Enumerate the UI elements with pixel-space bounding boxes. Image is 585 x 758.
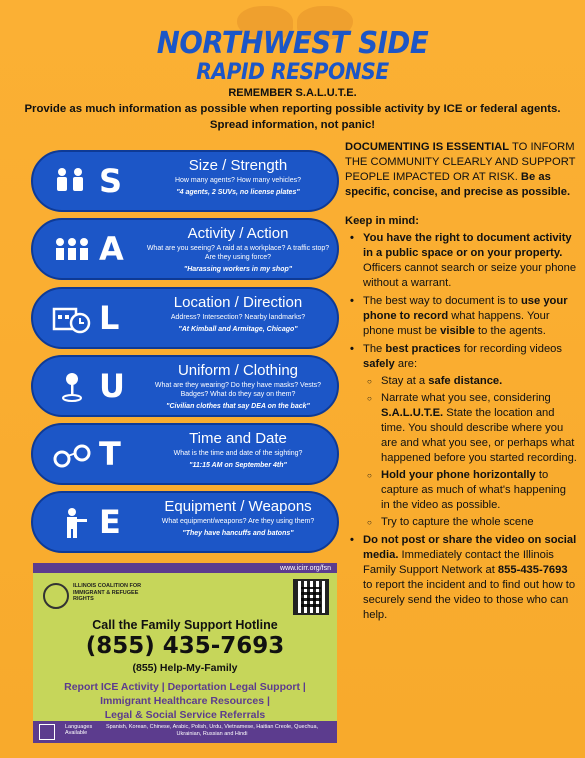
sub-list-item: ○ Stay at a safe distance.	[363, 374, 577, 389]
sub-list-item: ○ Hold your phone horizontally to capture as much of what's happening in the video as possible.	[363, 468, 577, 513]
qr-code-icon[interactable]	[293, 579, 329, 615]
salute-item-a	[31, 218, 339, 280]
handcuffs-icon	[51, 438, 93, 472]
salute-question: How many agents? How many vehicles?	[174, 177, 302, 184]
sub-list-item: ○ Narrate what you see, considering S.A.L.U.T.E. State the location and time. You should describe where you are and what you see, or perhaps what happened before you started recording.	[363, 391, 577, 466]
salute-example: "They have hancuffs and batons"	[182, 530, 294, 537]
salute-heading: Activity / Action	[187, 225, 289, 242]
salute-question: Address? Intersection? Nearby landmarks?	[170, 314, 306, 321]
languages-list: Spanish, Korean, Chinese, Arabic, Polish, Urdu, Vietnamese, Haitian Creole, Quechua, Ukrainian, Russian and Hindi	[105, 724, 319, 737]
salute-item-l	[31, 287, 339, 349]
instructions-column	[345, 140, 577, 626]
salute-heading: Size / Strength	[188, 157, 288, 174]
salute-question: What are they wearing? Do they have masks? Vests? Badges? What do they say on them?	[154, 382, 322, 398]
salute-item-t	[31, 423, 339, 485]
people-icon	[51, 165, 93, 199]
salute-example: "11:15 AM on September 4th"	[189, 462, 287, 469]
remember-heading: REMEMBER S.A.L.U.T.E.	[228, 87, 357, 99]
salute-heading: Location / Direction	[173, 294, 303, 311]
documenting-paragraph: DOCUMENTING IS ESSENTIAL TO INFORM THE COMMUNITY CLEARLY AND SUPPORT PEOPLE IMPACTED OR AT RISK. Be as specific, concise, and precise as possible.	[345, 141, 576, 198]
compass-logo-icon	[43, 583, 69, 609]
salute-heading: Equipment / Weapons	[164, 498, 312, 515]
salute-item-u	[31, 355, 339, 417]
list-item: • You have the right to document activity in a public space or on your property. Officers cannot search or seize your phone without a warrant.	[345, 231, 577, 291]
salute-example: "At Kimball and Armitage, Chicago"	[178, 326, 298, 333]
hotline-phone[interactable]: (855) 435-7693	[85, 633, 285, 659]
salute-letter: U	[99, 367, 125, 405]
card-url[interactable]: www.icirr.org/fsn	[280, 565, 331, 572]
languages-label: Languages Available	[65, 724, 93, 736]
list-item: • The best practices for recording videos safely are: ○ Stay at a safe distance. ○ Narrate what you see, considering S.A.L.U.T.E. State the location and time. You should describe where you are and what you see, or perhaps what happened before you started recording. ○ Hold your phone horizontally to capture as much of what's happening in the video as possible. ○ Try to capture the whole scene	[345, 342, 577, 530]
services-list: Report ICE Activity | Deportation Legal Support | Immigrant Healthcare Resources | Legal & Social Service Referrals	[64, 681, 306, 721]
salute-item-e	[31, 491, 339, 553]
sub-list-item: ○ Try to capture the whole scene	[363, 515, 577, 530]
salute-question: What equipment/weapons? Are they using them?	[161, 518, 315, 525]
list-item: • Do not post or share the video on social media. Immediately contact the Illinois Family Support Network at 855-435-7693 to report the incident and to find out how to securely send the video to those who can help.	[345, 533, 577, 623]
title-line1: NORTHWEST SIDE	[156, 26, 429, 61]
salute-item-s	[31, 150, 339, 212]
salute-example: "Civilian clothes that say DEA on the back"	[166, 403, 310, 410]
map-pin-icon	[51, 370, 93, 404]
salute-heading: Uniform / Clothing	[177, 362, 299, 379]
org-name: ILLINOIS COALITION FOR IMMIGRANT & REFUGEE RIGHTS	[73, 583, 142, 602]
group-icon	[51, 233, 93, 267]
salute-example: "4 agents, 2 SUVs, no license plates"	[176, 189, 300, 196]
salute-question: What are you seeing? A raid at a workplace? A traffic stop? Are they using force?	[146, 245, 330, 261]
languages-footer	[33, 721, 337, 743]
hotline-card	[33, 563, 337, 743]
calendar-clock-icon	[51, 302, 93, 336]
hotline-heading: Call the Family Support Hotline	[92, 618, 278, 632]
translate-icon	[39, 724, 55, 740]
intro-text: Provide as much information as possible when reporting possible activity by ICE or federal agents. Spread information, not panic!	[24, 103, 561, 131]
keep-in-mind-heading: Keep in mind:	[345, 215, 419, 227]
salute-letter: A	[99, 230, 124, 268]
hotline-phone-alt: (855) Help-My-Family	[132, 662, 238, 674]
list-item: • The best way to document is to use your phone to record what happens. Your phone must be visible to the agents.	[345, 294, 577, 339]
salute-letter: S	[99, 162, 123, 200]
officer-icon	[51, 506, 93, 540]
salute-example: "Harassing workers in my shop"	[183, 266, 293, 273]
salute-heading: Time and Date	[189, 430, 287, 447]
salute-letter: T	[99, 435, 121, 473]
salute-letter: E	[99, 503, 121, 541]
title-line2: RAPID RESPONSE	[196, 60, 389, 85]
salute-question: What is the time and date of the sighting?	[173, 450, 303, 457]
salute-letter: L	[99, 299, 120, 337]
